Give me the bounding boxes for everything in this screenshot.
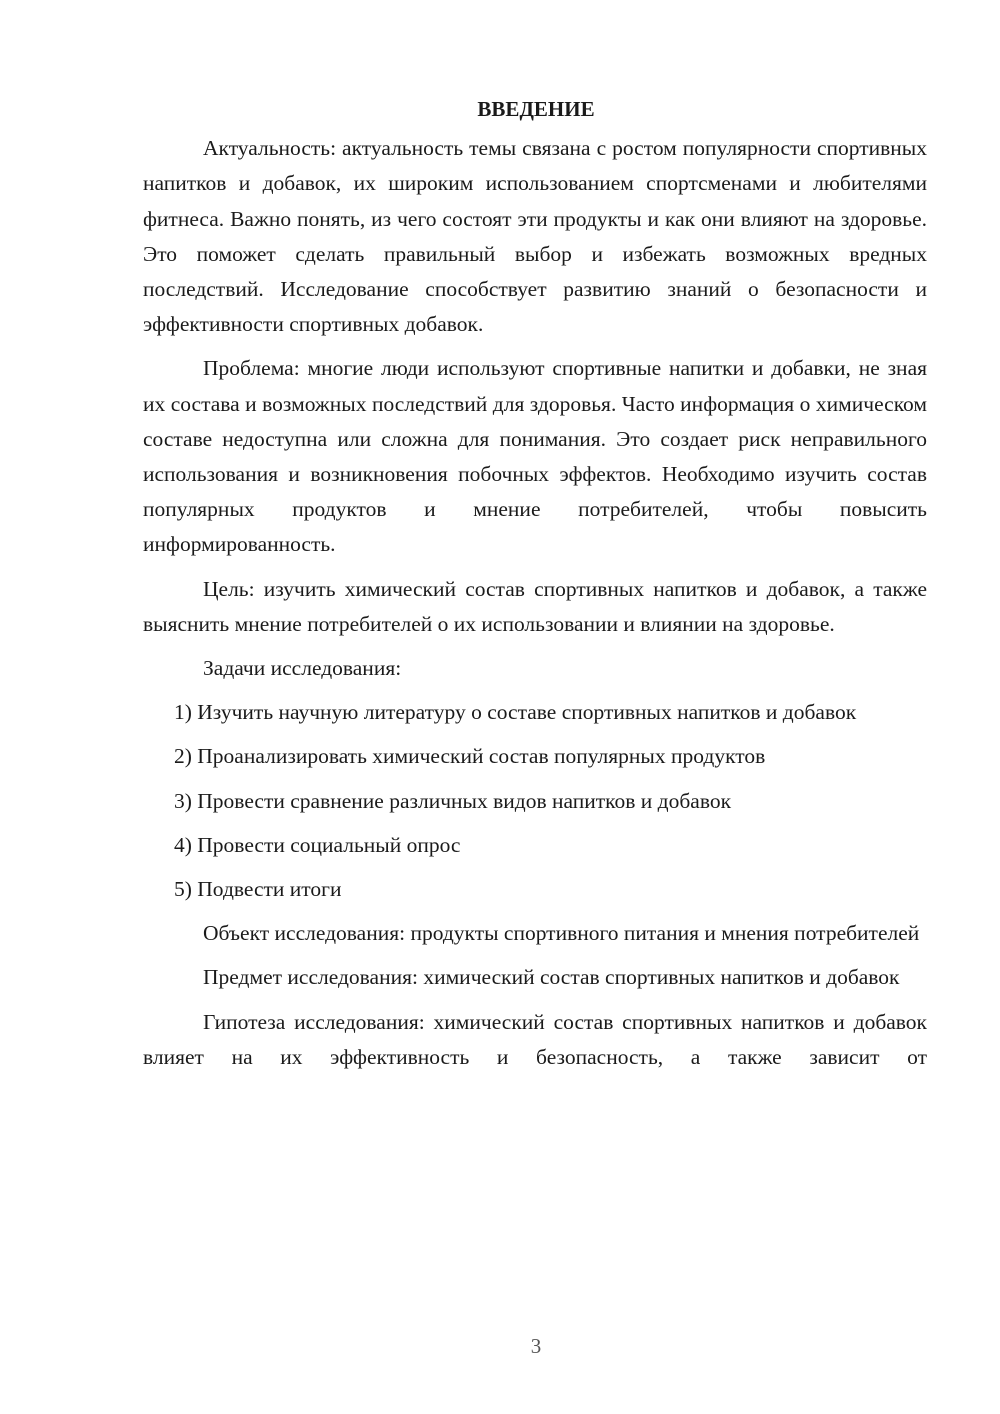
task-item: 1) Изучить научную литературу о составе спортивных напитков и добавок [174, 700, 857, 725]
task-item: 3) Провести сравнение различных видов напитков и добавок [174, 788, 732, 813]
goal-paragraph: Цель: изучить химический состав спортивных напитков и добавок, а также выяснить мнение потребителей о их использовании и влиянии на здоровье. [143, 576, 927, 636]
task-item: 5) Подвести итоги [174, 877, 342, 902]
page-number: 3 [530, 1334, 542, 1358]
tasks-intro: Задачи исследования: [203, 656, 402, 681]
relevance-paragraph: Актуальность: актуальность темы связана с ростом популярности спортивных напитков и добавок, их широким использованием спортсменами и любителями фитнеса. Важно понять, из чего состоят эти продукты и как они влияют на здоровье. Это поможет сделать правильный выбор и избежать возможных вредных последствий. Исследование способствует развитию знаний о безопасности и эффективности спортивных добавок. [143, 136, 927, 337]
page-content [143, 92, 927, 1084]
section-heading: ВВЕДЕНИЕ [477, 97, 595, 121]
subject-paragraph: Предмет исследования: химический состав спортивных напитков и добавок [203, 965, 900, 990]
hypothesis-paragraph: Гипотеза исследования: химический состав спортивных напитков и добавок влияет на их эффективность и безопасность, а также зависит от [143, 1009, 927, 1069]
task-item: 4) Провести социальный опрос [174, 832, 461, 857]
tasks-list [143, 695, 927, 907]
task-item: 2) Проанализировать химический состав популярных продуктов [174, 744, 766, 769]
problem-paragraph: Проблема: многие люди используют спортивные напитки и добавки, не зная их состава и возможных последствий для здоровья. Часто информация о химическом составе недоступна или сложна для понимания. Это создает риск неправильного использования и возникновения побочных эффектов. Необходимо изучить состав популярных продуктов и мнение потребителей, чтобы повысить информированность. [143, 356, 927, 557]
object-paragraph: Объект исследования: продукты спортивного питания и мнения потребителей [203, 921, 920, 946]
